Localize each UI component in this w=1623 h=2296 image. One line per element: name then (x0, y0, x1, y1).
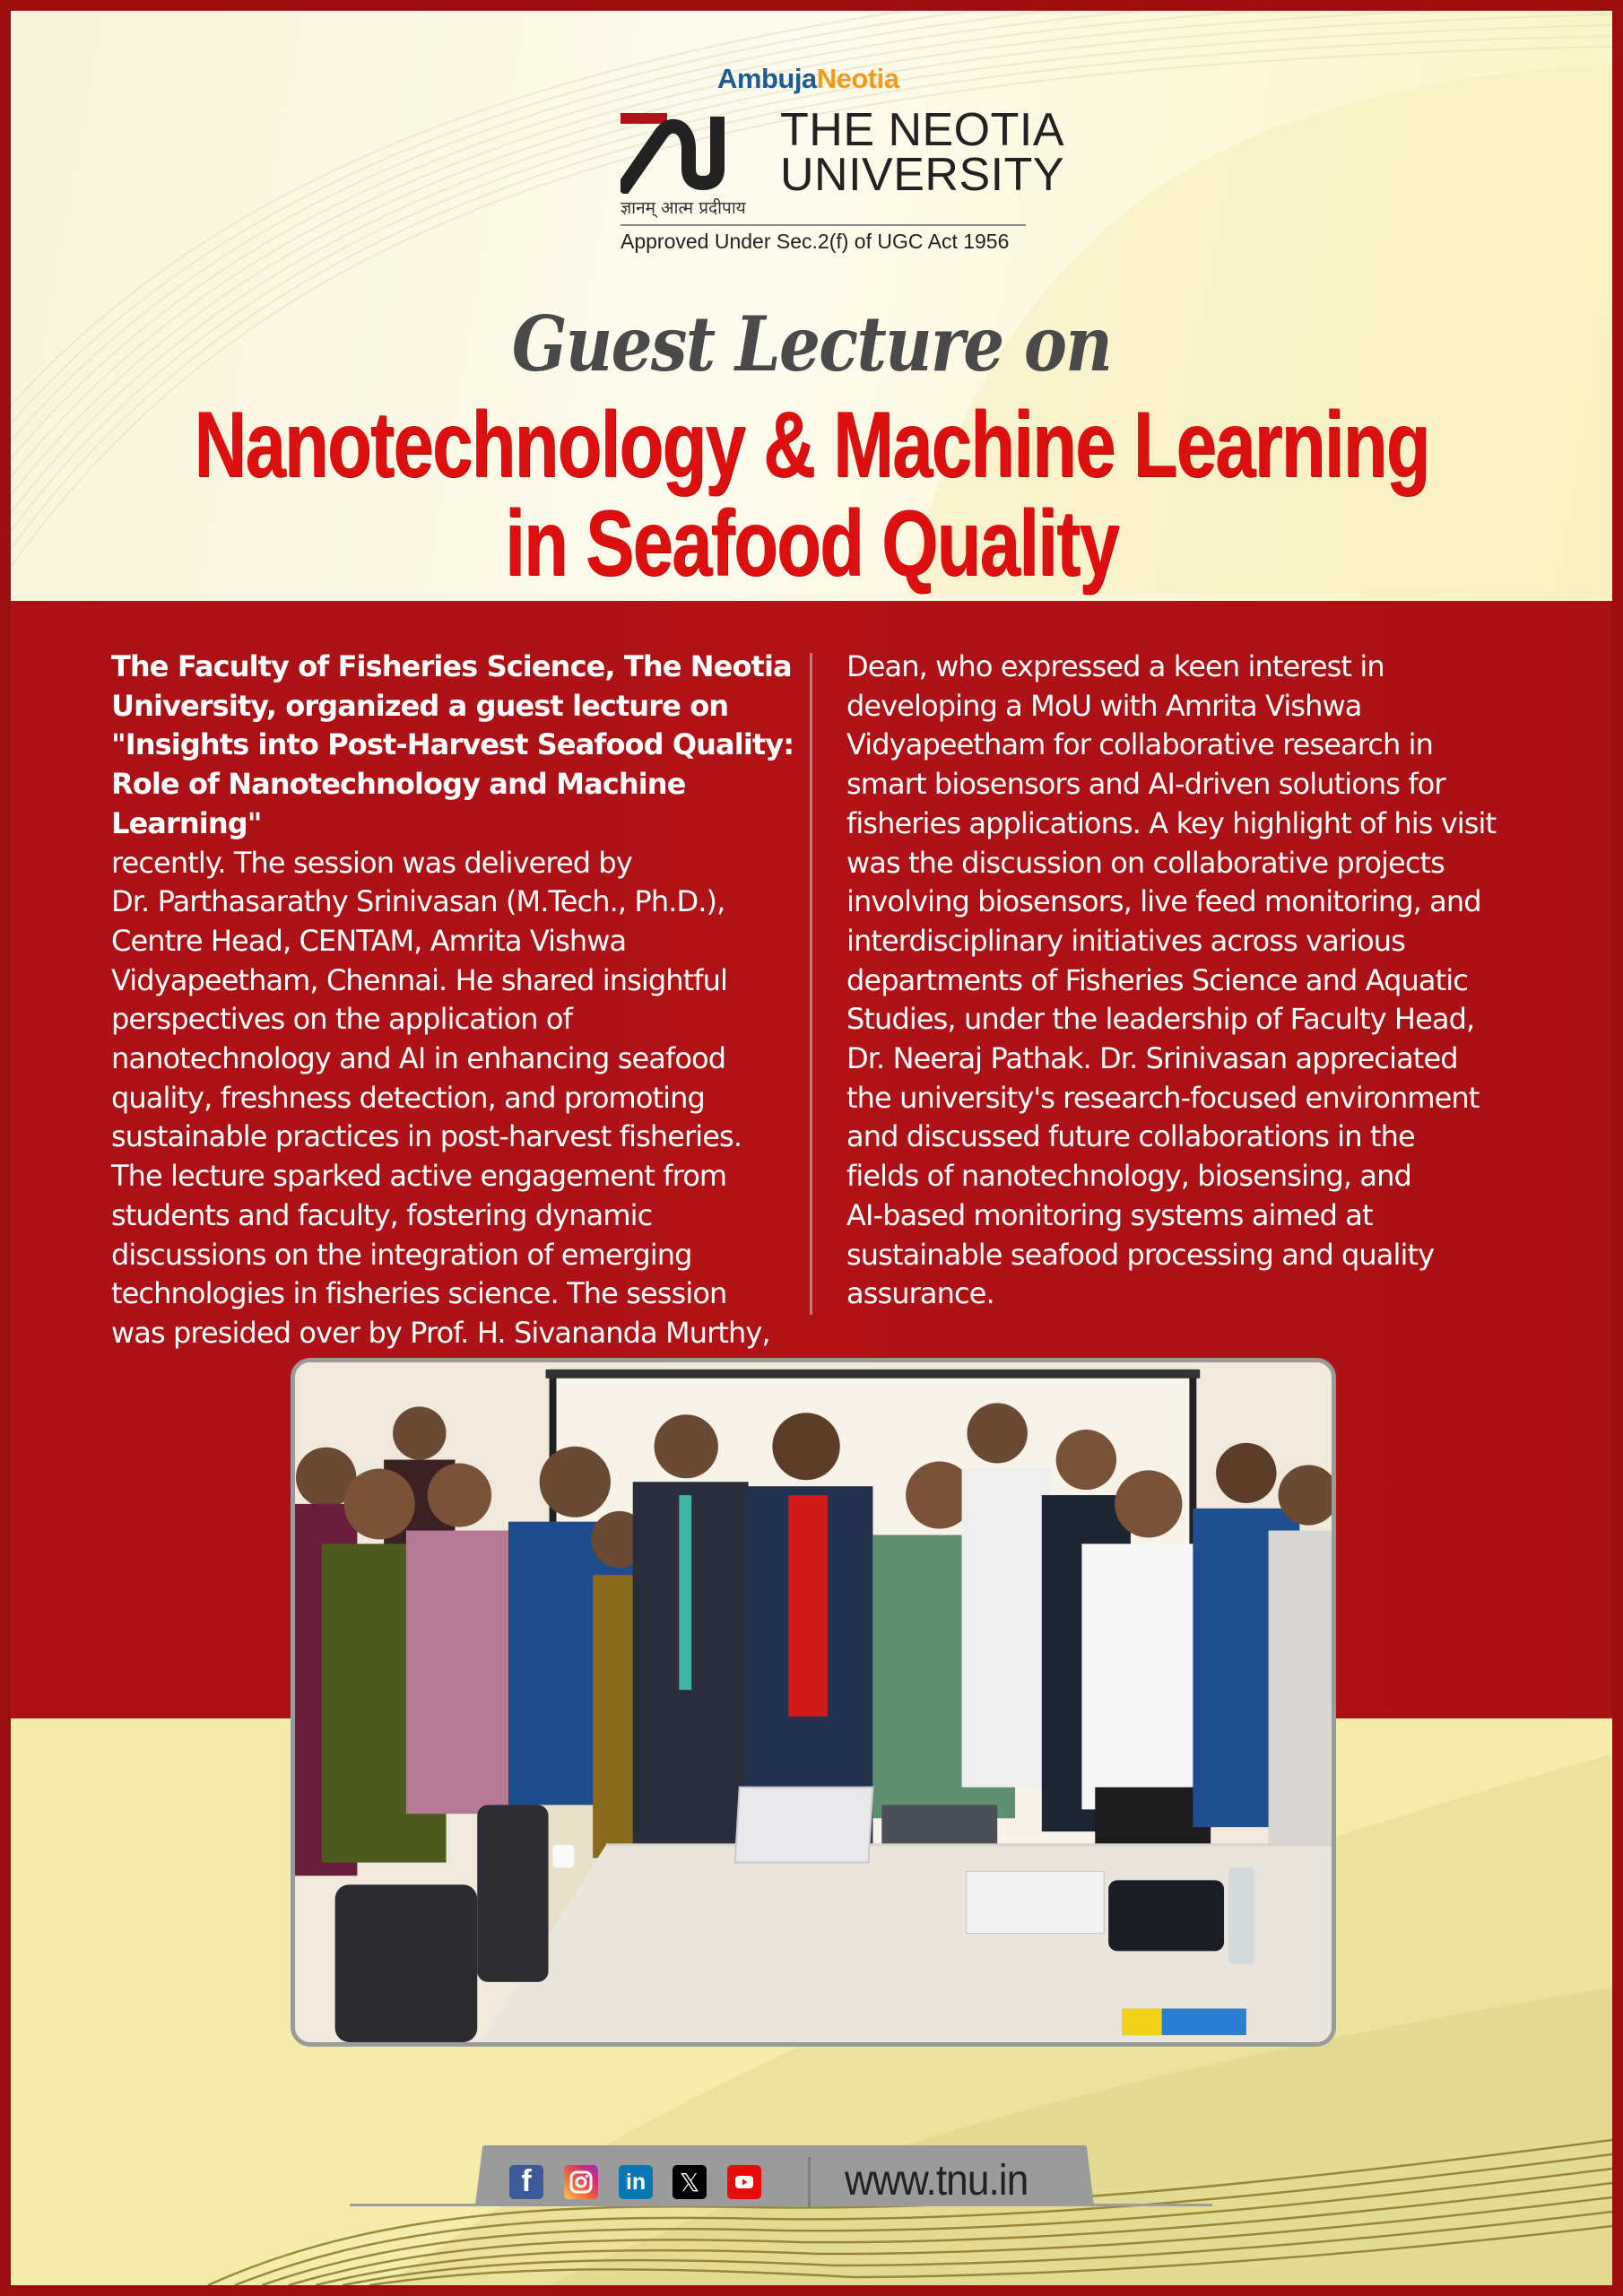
body-text-left: recently. The session was delivered by Dr. Parthasarathy Srinivasan (M.Tech., Ph.D.), Centre Head, CENTAM, Amrita Vishwa Vidyapeetham, Chennai. He shared insightful perspectives on the application of nanotechnology and AI in enhancing seafood quality, freshness detection, and promoting sustainable practices in post-harvest fisheries. The lecture sparked active engagement from students and faculty, fostering dynamic discussions on the integration of emerging technologies in fisheries science. The session was presided over by Prof. H. Sivananda Murthy, (111, 845, 770, 1350)
university-logo (610, 54, 1065, 260)
brand-part-ambuja: Ambuja (717, 63, 817, 94)
instagram-glyph (568, 2170, 594, 2195)
ambuja-neotia-brand (717, 63, 898, 95)
university-name (780, 104, 1065, 201)
group-photo (291, 1358, 1336, 2047)
facebook-glyph: f (521, 2164, 532, 2198)
university-name-line2: UNIVERSITY (780, 149, 1065, 201)
logo-divider (621, 224, 1026, 226)
event-title-line1: Nanotechnology & Machine Learning (194, 393, 1429, 497)
university-motto: ज्ञानम् आत्म प्रदीपाय (621, 198, 746, 218)
body-text-right: Dean, who expressed a keen interest in developing a MoU with Amrita Vishwa Vidyapeetham for collaborative research in smart biosensors and AI-driven solutions for fisheries applications. A key highlight of his visit was the discussion on collaborative projects involving biosensors, live feed monitoring, and interdisciplinary initiatives across various departments of Fisheries Science and Aquatic Studies, under the leadership of Faculty Head, Dr. Neeraj Pathak. Dr. Srinivasan appreciated the university's research-focused environment and discussed future collaborations in the fields of nanotechnology, biosensing, and AI-based monitoring systems aimed at sustainable seafood processing and quality assurance. (846, 649, 1497, 1311)
youtube-glyph (733, 2171, 755, 2193)
x-twitter-icon[interactable] (673, 2165, 707, 2199)
group-photo-illustration (295, 1362, 1332, 2042)
instagram-icon[interactable] (564, 2165, 598, 2199)
linkedin-glyph: in (625, 2169, 647, 2195)
body-intro-bold: The Faculty of Fisheries Science, The Neotia University, organized a guest lecture on "Insights into Post-Harvest Seafood Quality: Role of Nanotechnology and Machine Learning" (111, 649, 794, 840)
website-link[interactable]: www.tnu.in (845, 2157, 1028, 2205)
ugc-approval-text: Approved Under Sec.2(f) of UGC Act 1956 (621, 230, 1010, 253)
tnu-logo-icon (621, 113, 755, 194)
youtube-icon[interactable] (727, 2165, 761, 2199)
footer-separator (808, 2157, 811, 2207)
poster-frame (11, 11, 1612, 2285)
facebook-icon[interactable] (509, 2165, 543, 2199)
column-divider (810, 653, 812, 1315)
linkedin-icon[interactable] (619, 2165, 653, 2199)
x-glyph: 𝕏 (679, 2167, 700, 2197)
event-subtitle: Guest Lecture on (511, 300, 1112, 388)
body-text-left-column (111, 648, 811, 1353)
university-name-line1: THE NEOTIA (780, 104, 1065, 156)
event-title-line2: in Seafood Quality (504, 491, 1119, 596)
brand-part-neotia: Neotia (816, 63, 899, 94)
body-text-right-column (846, 648, 1546, 1314)
